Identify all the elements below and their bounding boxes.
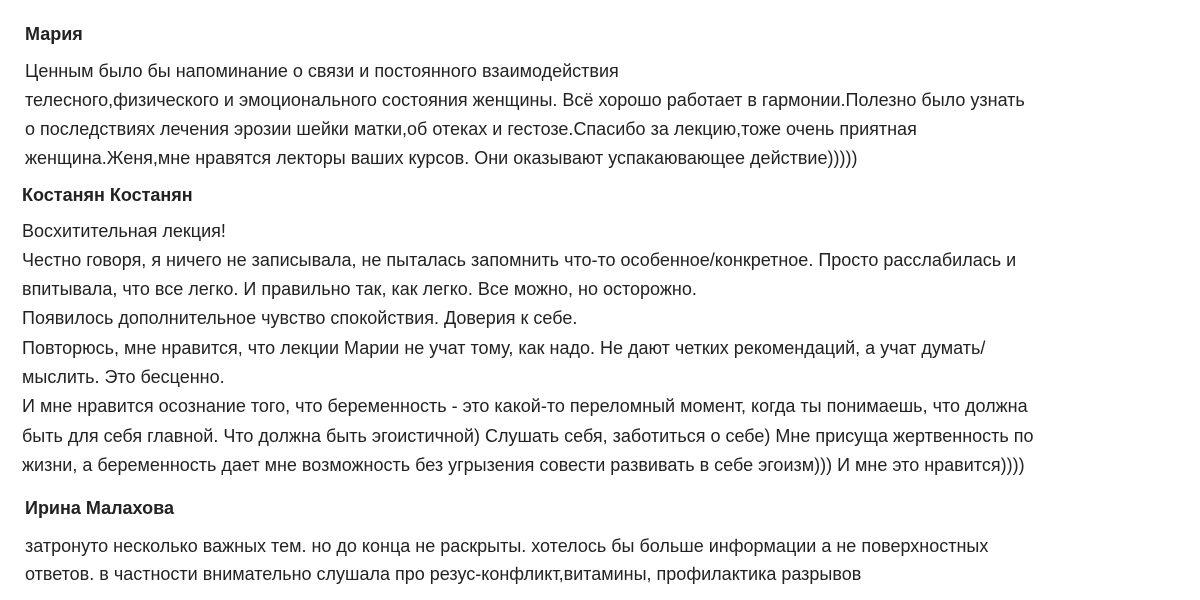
review-text-line: женщина.Женя,мне нравятся лекторы ваших курсов. Они оказывают успакаювающее действие))))) [25,148,858,168]
review-text-line: жизни, а беременность дает мне возможность без угрызения совести развивать в себе эгоизм))) И мне это нравится)))) [22,455,1025,475]
review-text-line: И мне нравится осознание того, что беременность - это какой-то переломный момент, когда ты понимаешь, что должна [22,396,1028,416]
review-author: Мария [25,24,83,44]
review-text-line: Честно говоря, я ничего не записывала, не пыталась запомнить что-то особенное/конкретное. Просто расслабилась и [22,250,1017,270]
review-text-line: телесного,физического и эмоционального состояния женщины. Всё хорошо работает в гармонии.Полезно было узнать [25,90,1025,110]
review-text-line: Повторюсь, мне нравится, что лекции Марии не учат тому, как надо. Не дают четких рекомендаций, а учат думать/ [22,338,986,358]
review-text-line: впитывала, что все легко. И правильно так, как легко. Все можно, но осторожно. [22,279,697,299]
review-text-line: быть для себя главной. Что должна быть эгоистичной) Слушать себя, заботиться о себе) Мне присуща жертвенность по [22,426,1034,446]
review-text-line: Ценным было бы напоминание о связи и постоянного взаимодействия [25,61,619,81]
review-text-line: Появилось дополнительное чувство спокойствия. Доверия к себе. [22,308,578,328]
review-text-line: о последствиях лечения эрозии шейки матки,об отеках и гестозе.Спасибо за лекцию,тоже очень приятная [25,119,917,139]
review-text-line: Восхитительная лекция! [22,221,226,241]
review-text-line: мыслить. Это бесценно. [22,367,225,387]
review-author: Костанян Костанян [22,185,193,205]
review-author: Ирина Малахова [25,498,174,518]
review-text-line: ответов. в частности внимательно слушала про резус-конфликт,витамины, профилактика разрывов [25,564,862,584]
review-text-line: затронуто несколько важных тем. но до конца не раскрыты. хотелось бы больше информации а не поверхностных [25,536,989,556]
